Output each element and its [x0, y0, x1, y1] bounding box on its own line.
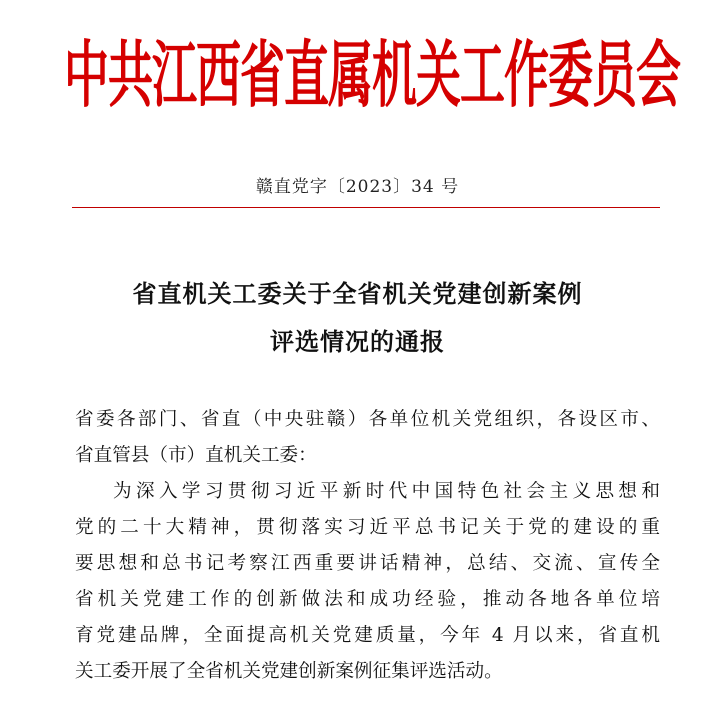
- notice-title-line-2: 评选情况的通报: [270, 327, 445, 356]
- salutation-line-1: 省委各部门、省直（中央驻赣）各单位机关党组织，各设区市、: [75, 409, 660, 430]
- paragraph-line-3: 要思想和总书记考察江西重要讲话精神，总结、交流、宣传全: [75, 553, 660, 574]
- paragraph-line-6: 关工委开展了全省机关党建创新案例征集评选活动。: [75, 661, 503, 682]
- paragraph-line-4: 省机关党建工作的创新做法和成功经验，推动各地各单位培: [75, 589, 660, 610]
- notice-body: [75, 402, 660, 690]
- paragraph-line-2: 党的二十大精神，贯彻落实习近平总书记关于党的建设的重: [75, 517, 660, 538]
- header-divider-line: [72, 207, 660, 208]
- salutation-line-2: 省直管县（市）直机关工委：: [75, 445, 317, 466]
- issuing-organization-header: 中共江西省直属机关工作委员会: [64, 32, 681, 118]
- paragraph-line-1: 为深入学习贯彻习近平新时代中国特色社会主义思想和: [113, 481, 660, 502]
- notice-title-line-1: 省直机关工委关于全省机关党建创新案例: [132, 279, 583, 308]
- document-number: 赣直党字〔2023〕34 号: [255, 177, 460, 197]
- notice-title: [0, 270, 715, 366]
- paragraph-line-5: 育党建品牌，全面提高机关党建质量，今年 4 月以来，省直机: [75, 625, 660, 646]
